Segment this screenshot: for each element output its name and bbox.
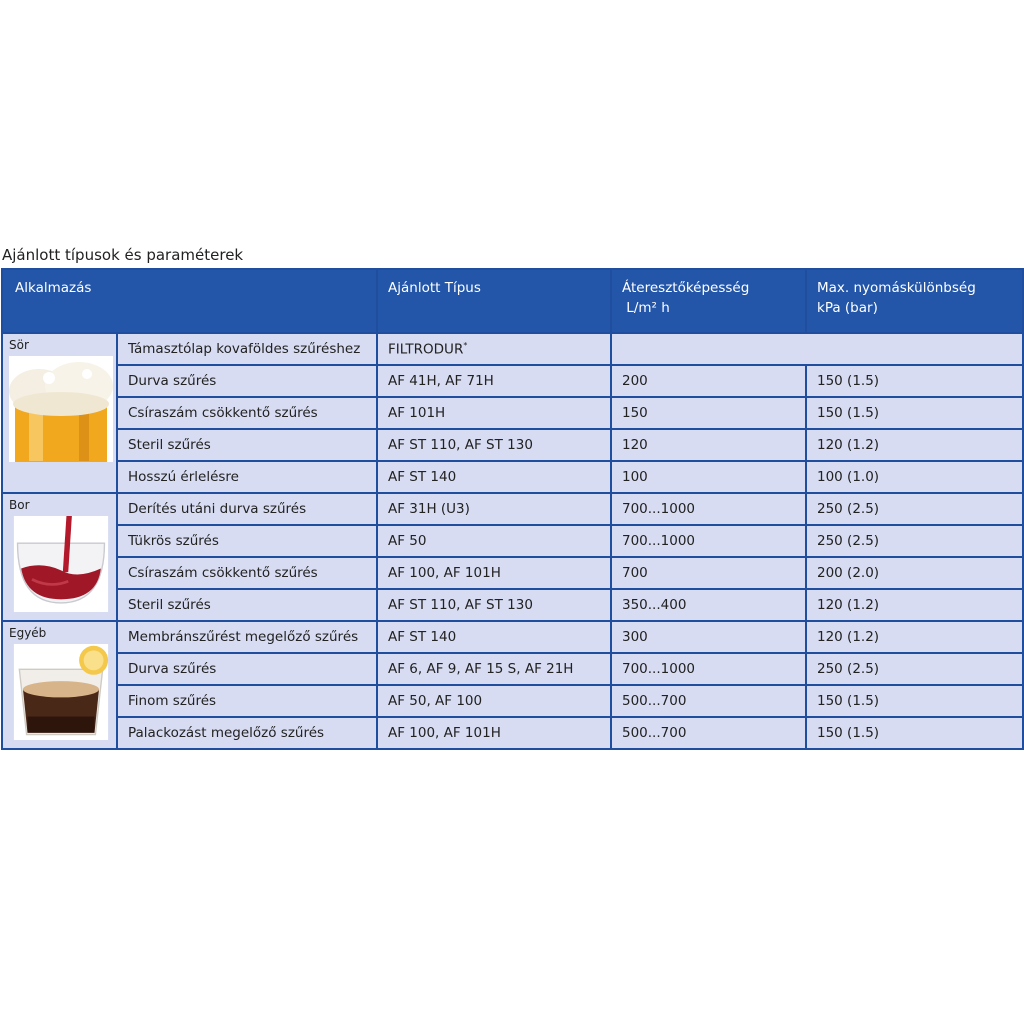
row-application: Csíraszám csökkentő szűrés (117, 397, 377, 429)
row-empty (611, 333, 1023, 365)
header-row (2, 269, 1023, 333)
header-type: Ajánlott Típus (377, 269, 611, 333)
header-flow-title: Áteresztőképesség (622, 280, 750, 296)
parameters-table (1, 268, 1024, 750)
row-pressure: 250 (2.5) (806, 493, 1023, 525)
row-type: AF ST 140 (377, 461, 611, 493)
row-application: Támasztólap kovaföldes szűréshez (117, 333, 377, 365)
row-type: AF 100, AF 101H (377, 557, 611, 589)
table-row (2, 429, 1023, 461)
beer-glass-icon (9, 356, 113, 462)
row-application: Tükrös szűrés (117, 525, 377, 557)
juice-glass-icon (9, 644, 113, 740)
category-cell-wine (2, 493, 117, 621)
row-type: AF 6, AF 9, AF 15 S, AF 21H (377, 653, 611, 685)
header-pressure-title: Max. nyomáskülönbség (817, 280, 976, 296)
category-label: Bor (9, 498, 30, 512)
category-cell-other (2, 621, 117, 749)
table-row (2, 589, 1023, 621)
table-row (2, 365, 1023, 397)
row-pressure: 150 (1.5) (806, 397, 1023, 429)
row-flow: 120 (611, 429, 806, 461)
row-type: AF 50, AF 100 (377, 685, 611, 717)
table-row (2, 557, 1023, 589)
row-flow: 500...700 (611, 685, 806, 717)
table-row (2, 493, 1023, 525)
row-pressure: 100 (1.0) (806, 461, 1023, 493)
table-caption: Ajánlott típusok és paraméterek (2, 246, 244, 264)
row-application: Finom szűrés (117, 685, 377, 717)
row-application: Steril szűrés (117, 589, 377, 621)
row-type: AF 31H (U3) (377, 493, 611, 525)
table-row (2, 397, 1023, 429)
row-pressure: 150 (1.5) (806, 365, 1023, 397)
table-row (2, 717, 1023, 749)
row-flow: 200 (611, 365, 806, 397)
row-flow: 150 (611, 397, 806, 429)
row-application: Palackozást megelőző szűrés (117, 717, 377, 749)
row-type: AF ST 110, AF ST 130 (377, 589, 611, 621)
header-flow (611, 269, 806, 333)
category-label: Sör (9, 338, 29, 352)
row-pressure: 200 (2.0) (806, 557, 1023, 589)
category-label: Egyéb (9, 626, 47, 640)
row-application: Durva szűrés (117, 653, 377, 685)
row-flow: 700...1000 (611, 525, 806, 557)
row-type: AF 50 (377, 525, 611, 557)
row-application: Csíraszám csökkentő szűrés (117, 557, 377, 589)
row-type: AF 100, AF 101H (377, 717, 611, 749)
row-type: AF 41H, AF 71H (377, 365, 611, 397)
row-pressure: 250 (2.5) (806, 525, 1023, 557)
row-application: Durva szűrés (117, 365, 377, 397)
row-flow: 100 (611, 461, 806, 493)
header-pressure-unit: kPa (bar) (817, 300, 878, 316)
table-row (2, 685, 1023, 717)
table-row (2, 525, 1023, 557)
row-flow: 700 (611, 557, 806, 589)
row-pressure: 150 (1.5) (806, 717, 1023, 749)
row-flow: 500...700 (611, 717, 806, 749)
header-application: Alkalmazás (2, 269, 377, 333)
row-pressure: 120 (1.2) (806, 621, 1023, 653)
row-flow: 350...400 (611, 589, 806, 621)
header-pressure (806, 269, 1023, 333)
row-application: Steril szűrés (117, 429, 377, 461)
table-row (2, 621, 1023, 653)
row-type: AF 101H (377, 397, 611, 429)
row-application: Derítés utáni durva szűrés (117, 493, 377, 525)
row-pressure: 150 (1.5) (806, 685, 1023, 717)
row-pressure: 120 (1.2) (806, 429, 1023, 461)
header-flow-unit: L/m² h (626, 300, 670, 316)
wine-glass-icon (9, 516, 113, 612)
row-type: AF ST 140 (377, 621, 611, 653)
row-application: Hosszú érlelésre (117, 461, 377, 493)
row-flow: 700...1000 (611, 653, 806, 685)
table-row (2, 333, 1023, 365)
row-pressure: 250 (2.5) (806, 653, 1023, 685)
table-row (2, 461, 1023, 493)
row-flow: 300 (611, 621, 806, 653)
table-row (2, 653, 1023, 685)
category-cell-beer (2, 333, 117, 493)
row-pressure: 120 (1.2) (806, 589, 1023, 621)
row-flow: 700...1000 (611, 493, 806, 525)
row-type: FILTRODUR* (377, 333, 611, 365)
row-type: AF ST 110, AF ST 130 (377, 429, 611, 461)
row-application: Membránszűrést megelőző szűrés (117, 621, 377, 653)
